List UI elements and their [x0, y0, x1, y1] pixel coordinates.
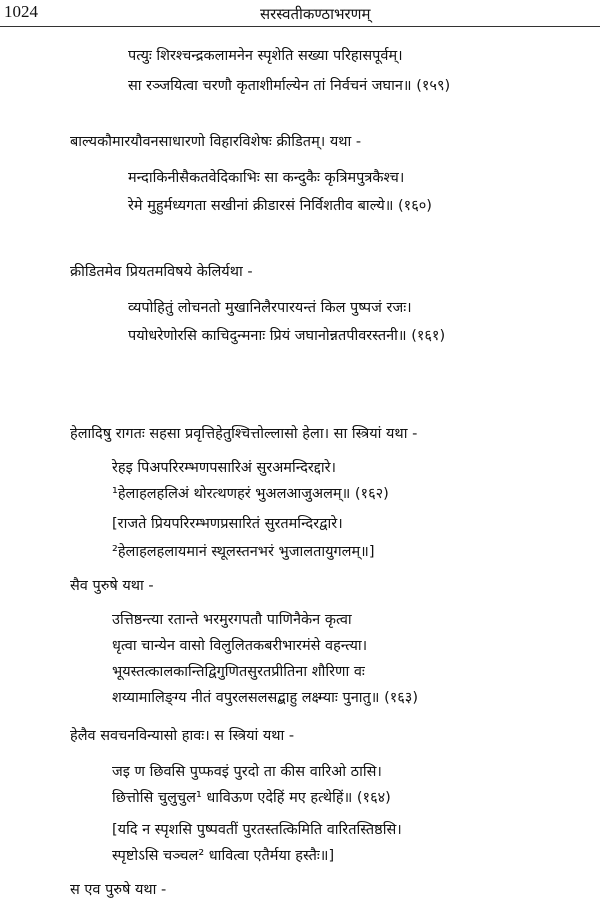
verse-160-line-1: मन्दाकिनीसैकतवेदिकाभिः सा कन्दुकैः कृत्रिमपुत्रकैश्च।: [128, 170, 405, 186]
verse-162-line-2: ¹हेलाहलहलिअं थोरत्थणहरं भुअलआजुअलम्॥ (१६२): [112, 486, 389, 502]
verse-164-line-2: छित्तोसि चुलुचुल¹ धाविऊण एदेहिं मए हत्थेहिं॥ (१६४): [112, 790, 391, 806]
definition-purusha-hava: स एव पुरुषे यथा -: [70, 882, 167, 898]
definition-kridita: बाल्यकौमारयौवनसाधारणो विहारविशेषः क्रीडितम्। यथा -: [70, 134, 362, 150]
running-title: सरस्वतीकण्ठाभरणम्: [260, 5, 371, 23]
verse-163-line-3: भूयस्तत्कालकान्तिद्विगुणितसुरतप्रीतिना शौरिणा वः: [112, 664, 365, 680]
verse-160-line-2: रेमे मुहुर्मध्यगता सखीनां क्रीडारसं निर्विशतीव बाल्ये॥ (१६०): [128, 198, 432, 214]
verse-162-chaya-line-1: [राजते प्रियपरिरम्भणप्रसारितं सुरतमन्दिरद्वारे।: [112, 516, 343, 532]
verse-164-line-1: जइ ण छिवसि पुप्फवइं पुरदो ता कीस वारिओ ठासि।: [112, 764, 382, 780]
definition-hela: हेलादिषु रागतः सहसा प्रवृत्तिहेतुश्चित्तोल्लासो हेला। सा स्त्रियां यथा -: [70, 426, 418, 442]
definition-keli: क्रीडितमेव प्रियतमविषये केलिर्यथा -: [70, 264, 253, 280]
verse-159-line-2: सा रञ्जयित्वा चरणौ कृताशीर्माल्येन तां निर्वचनं जघान॥ (१५९): [128, 78, 451, 94]
verse-164-chaya-line-1: [यदि न स्पृशसि पुष्पवतीं पुरतस्तत्किमिति वारितस्तिष्ठसि।: [112, 822, 402, 838]
verse-162-chaya-line-2: ²हेलाहलहलायमानं स्थूलस्तनभरं भुजालतायुगलम्॥]: [112, 544, 375, 560]
verse-162-line-1: रेहइ पिअपरिरम्भणपसारिअं सुरअमन्दिरद्दारे।: [112, 460, 337, 476]
page-number: 1024: [4, 2, 38, 21]
verse-159-line-1: पत्युः शिरश्चन्द्रकलामनेन स्पृशेति सख्या परिहासपूर्वम्।: [128, 48, 403, 64]
definition-purusha-hela: सैव पुरुषे यथा -: [70, 578, 154, 594]
verse-161-line-1: व्यपोहितुं लोचनतो मुखानिलैरपारयन्तं किल पुष्पजं रजः।: [128, 300, 412, 316]
verse-163-line-2: धृत्वा चान्येन वासो विलुलितकबरीभारमंसे वहन्त्या।: [112, 638, 368, 654]
verse-163-line-4: शय्यामालिङ्ग्य नीतं वपुरलसलसद्बाहु लक्ष्म्याः पुनातु॥ (१६३): [112, 690, 419, 706]
header-rule: [0, 26, 600, 27]
verse-164-chaya-line-2: स्पृष्टोऽसि चञ्चल² धावित्वा एतैर्मया हस्तैः॥]: [112, 848, 335, 864]
definition-hava: हेलैव सवचनविन्यासो हावः। स स्त्रियां यथा -: [70, 728, 295, 744]
verse-163-line-1: उत्तिष्ठन्त्या रतान्ते भरमुरगपतौ पाणिनैकेन कृत्वा: [112, 612, 352, 628]
verse-161-line-2: पयोधरेणोरसि काचिदुन्मनाः प्रियं जघानोन्नतपीवरस्तनी॥ (१६१): [128, 328, 446, 344]
